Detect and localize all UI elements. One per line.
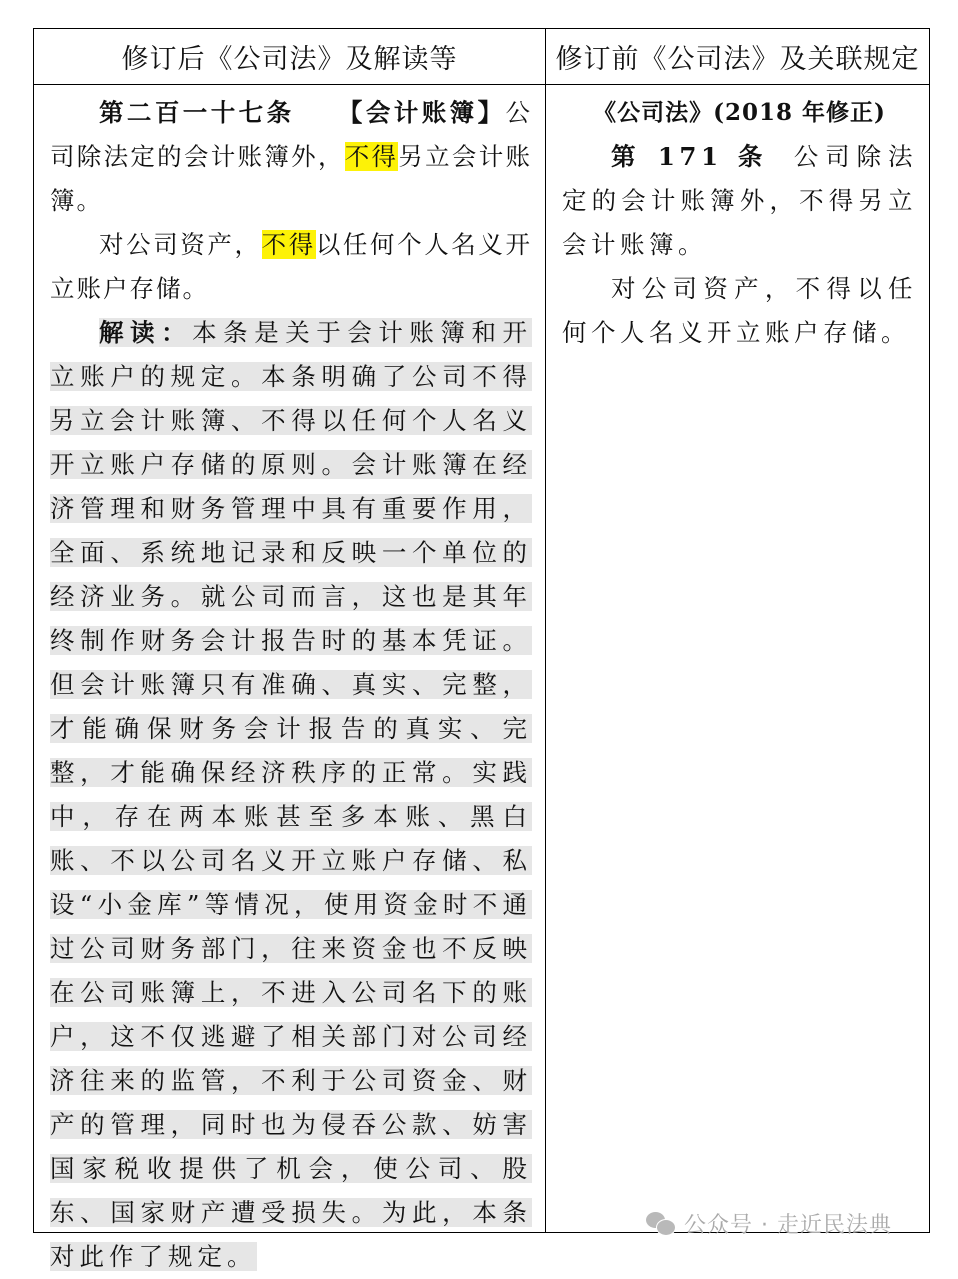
header-left: 修订后《公司法》及解读等 <box>121 44 458 75</box>
old-p1-text: 公司除法定的会计账簿外，不得另立会计账簿。 <box>562 142 918 259</box>
comparison-table <box>33 28 930 1271</box>
interpretation-paragraph <box>50 311 532 1279</box>
old-article-number: 第 171 条 <box>611 142 770 171</box>
p1-text-b: 另立会计账簿。 <box>50 142 533 215</box>
article-number: 第二百一十七条 <box>99 98 295 127</box>
old-article-paragraph-2 <box>562 267 917 355</box>
p2-text-a: 对公司资产， <box>99 230 262 259</box>
law-version-title: 《公司法》(2018 年修正) <box>593 99 886 126</box>
article-tag: 【会计账簿】 <box>336 98 506 127</box>
highlight-not-allowed-2: 不得 <box>261 230 316 259</box>
article-paragraph-1 <box>50 91 532 223</box>
left-cell <box>50 91 532 1279</box>
p1-text-a: 公司除法定的会计账簿外， <box>50 98 532 171</box>
highlight-not-allowed-1: 不得 <box>344 142 399 171</box>
wechat-icon <box>646 1210 676 1236</box>
article-paragraph-2 <box>50 223 532 311</box>
watermark <box>646 1205 892 1241</box>
header-divider <box>34 84 929 85</box>
old-article-paragraph-1 <box>562 135 917 267</box>
old-p2-text: 对公司资产，不得以任何个人名义开立账户存储。 <box>562 274 917 347</box>
interpretation-label: 解读： <box>99 318 193 347</box>
interpretation-text: 本条是关于会计账簿和开立账户的规定。本条明确了公司不得另立会计账簿、不得以任何个人名义开立账户存储的原则。会计账簿在经济管理和财务管理中具有重要作用，全面、系统地记录和反映一个单位的经济业务。就公司而言，这也是其年终制作财务会计报告时的基本凭证。但会计账簿只有准确、真实、完整，才能确保财务会计报告的真实、完整，才能确保经济秩序的正常。实践中，存在两本账甚至多本账、黑白账、不以公司名义开立账户存储、私设“小金库”等情况，使用资金时不通过公司财务部门，往来资金也不反映在公司账簿上，不进入公司名下的账户，这不仅逃避了相关部门对公司经济往来的监管，不利于公司资金、财产的管理，同时也为侵吞公款、妨害国家税收提供了机会，使公司、股东、国家财产遭受损失。为此，本条对此作了规定。 <box>50 318 533 1271</box>
column-divider <box>545 29 546 1232</box>
right-cell <box>562 91 917 355</box>
watermark-text: 公众号 · 走近民法典 <box>684 1212 892 1238</box>
header-right: 修订前《公司法》及关联规定 <box>555 44 920 75</box>
p2-text-b: 以任何个人名义开立账户存储。 <box>50 230 533 303</box>
